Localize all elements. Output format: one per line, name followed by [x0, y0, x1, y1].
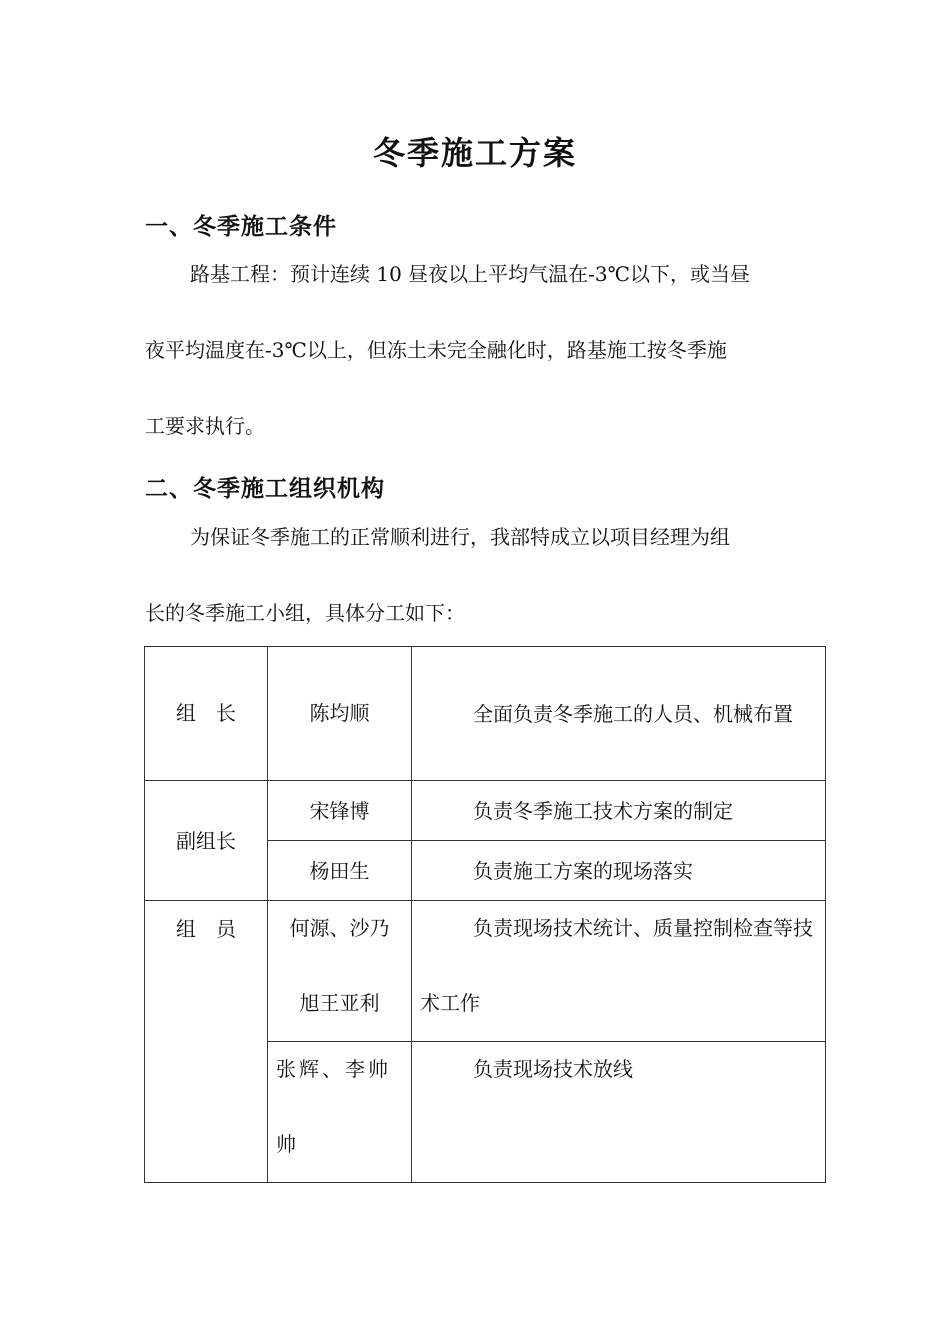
section-heading-organization: 二、冬季施工组织机构 [145, 475, 385, 502]
duty-cell [412, 1042, 826, 1183]
member-name: 宋锋博 [309, 798, 370, 823]
duty-text: 负责现场技术统计、质量控制检查等技术工作 [420, 916, 813, 1015]
table-row [145, 647, 826, 781]
duty-text: 全面负责冬季施工的人员、机械布置 [473, 701, 793, 726]
name-cell [268, 901, 412, 1042]
role-cell [145, 901, 268, 1183]
role-label: 副组长 [176, 828, 236, 853]
role-cell [145, 647, 268, 781]
duty-text: 负责冬季施工技术方案的制定 [473, 798, 733, 823]
paragraph-line: 路基工程：预计连续 10 昼夜以上平均气温在-3℃以下，或当昼 [190, 262, 751, 286]
role-assignment-table [144, 646, 826, 1183]
name-cell [268, 1042, 412, 1183]
duty-cell [412, 781, 826, 841]
duty-cell [412, 647, 826, 781]
table-row [145, 901, 826, 1042]
paragraph-line: 工要求执行。 [145, 414, 265, 438]
duty-text: 负责施工方案的现场落实 [473, 858, 693, 883]
table-row [145, 781, 826, 841]
paragraph-line: 长的冬季施工小组，具体分工如下： [145, 601, 465, 625]
role-label: 组 长 [176, 701, 236, 725]
duty-cell [412, 901, 826, 1042]
member-name: 何源、沙乃旭王亚利 [289, 916, 390, 1015]
paragraph-line: 为保证冬季施工的正常顺利进行，我部特成立以项目经理为组 [190, 525, 730, 549]
document-title: 冬季施工方案 [372, 134, 577, 172]
member-name: 杨田生 [309, 858, 370, 883]
role-cell [145, 781, 268, 901]
member-name: 张辉、李帅帅 [276, 1057, 391, 1156]
role-label: 组 员 [176, 917, 236, 941]
name-cell [268, 781, 412, 841]
name-cell [268, 647, 412, 781]
section-heading-conditions: 一、冬季施工条件 [145, 213, 337, 240]
duty-text: 负责现场技术放线 [473, 1057, 633, 1081]
member-name: 陈均顺 [309, 701, 370, 725]
paragraph-line: 夜平均温度在-3℃以上，但冻土未完全融化时，路基施工按冬季施 [145, 338, 727, 362]
